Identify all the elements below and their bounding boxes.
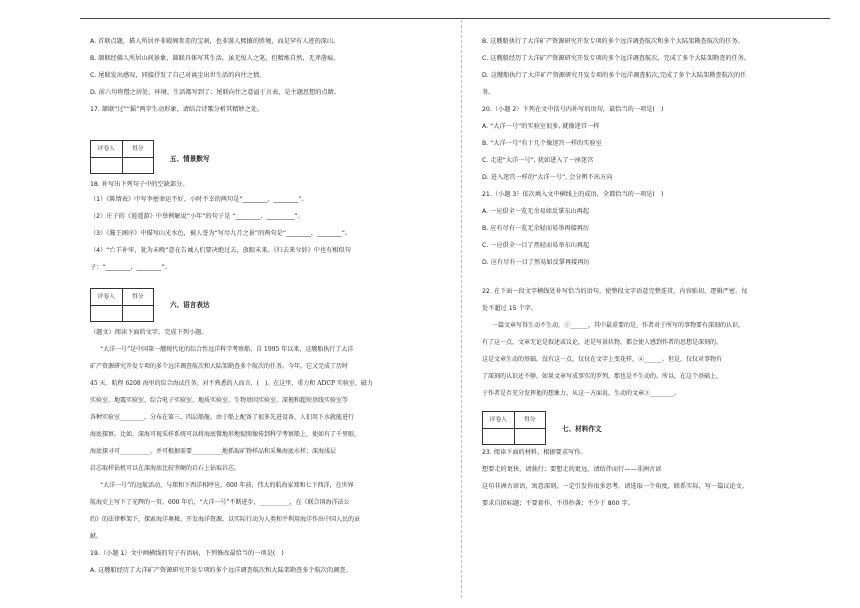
grader-label: 评卷人: [97, 294, 115, 300]
q21-option-d: D. 应有尽有一目了然易如反掌再接再厉: [482, 259, 590, 266]
q18-item-4: （4）“亡羊补牢，犹为未晚”意在告诫人们要决绝过去，放眼未来。《归去来兮辞》中也有相似句: [90, 247, 351, 254]
q16-option-a: A. 首联点题，描人所居并非殿阁参差的宝刹，也非游人熙攘的胜境，而是罕有人迹的深山。: [90, 38, 340, 45]
score-label: 得分: [122, 289, 154, 305]
q23-instructions: 这句非洲古谚语，寓意深刻，一定引发你很多思考。请选取一个角度，联系实际，写一篇议论文。: [482, 483, 749, 490]
q21-option-c: C. 一应俱全一目了然轻而易举东山再起: [482, 242, 590, 249]
q22-prompt-cont: 处不超过 15 个字。: [482, 305, 538, 312]
q18-item-3: （3）《滕王阁序》中描写山光水色，被人誉为“写尽九月之景”的两句是“________，________”。: [90, 230, 352, 237]
q18-item-2: （2）庄子的《逍遥游》中举例解说“小年”的句子是 “________，_________”。: [90, 213, 304, 220]
q20-option-b: B. “大洋一号”有十几个像迷宫一样的实验室: [482, 140, 602, 147]
q17-prompt: 17. 颔联“过”“摇”两字生动形象，请结合诗歌分析其精妙之处。: [90, 106, 264, 113]
passage-line: 各种实验室________，分布在第三、四层船舱。由于船上配备了很多先进设备，人们用下水就能进行: [90, 414, 355, 421]
q20-option-d: D. 进入迷宫一样的“大洋一号”, 会分辨不出方向: [482, 174, 613, 181]
passage-line: 岩芯取样钻机可以在深海底比较坚硬的岩石上钻取岩芯。: [90, 465, 241, 472]
q22-passage-line: 一篇文章写得生动不生动，①______，其中最重要的是，作者对于所写的事物要有深刻的认识。: [492, 322, 745, 329]
passage-line: “大洋一号”是中国第一艘现代化的综合性远洋科学考察船，自 1995 年以来，这艘船执行了大洋: [100, 346, 354, 353]
passage-line: 矿产资源研究开发专项的多个远洋调查航次和大陆架勘查多个航次的任务。今年，它又完成了历时: [90, 363, 349, 370]
q19-option-d: D. 这艘船执行了大洋矿产资源研究开发专项的多个远洋调查航次,完成了多个大陆架勘查航次的任: [482, 72, 747, 79]
section-heading-7: 七、材料作文: [562, 425, 602, 433]
q16-option-c: C. 尾联发出感叹，同接抒发了自己对离尘出世生活的向往之情。: [90, 72, 266, 79]
q18-item-4-cont: 子：“________，________”。: [90, 264, 171, 271]
q16-option-b: B. 颔联经佛人所居山间景象，圆联具体写其生活，虽无惊人之笔，但精炼自然，无斧凿痕。: [90, 55, 340, 62]
q20-option-a: A. “大洋一号”的实验室很多, 就像迷宫一样: [482, 123, 600, 130]
q20-prompt: 20.（小题 2）下列在文中括号内补写的语句，最恰当的一项是( ): [482, 106, 664, 113]
q19-prompt: 19.（小题 1）文中画横线的句子有语病，下列修改最恰当的一项是( ): [90, 550, 284, 557]
score-box: [482, 411, 546, 445]
q21-option-a: A. 一应俱全一览无余易如反掌东山再起: [482, 208, 590, 215]
q18-item-1: （1）《陈情表》中写李密命运不好、小时不幸的两句是“________，________”。: [90, 196, 308, 203]
section-heading-6: 六、语言表达: [170, 301, 210, 309]
q23-material: 想要走的更快，请独行；要想走的更远，请结伴而行——非洲古谚: [482, 466, 662, 473]
q19-option-b: B. 这艘船执行了大洋矿产资源研究开发专项的多个远洋调查航次和多个大陆架勘查航次的任务。: [482, 38, 744, 45]
q23-requirements: 要求自拟标题；不要套作，不得抄袭；不少于 800 字。: [482, 500, 634, 507]
passage-line: 航海史上写下了光辉的一页。600 年后，“大洋一号”不断进步，__________，在《联合国海洋法公: [90, 499, 350, 506]
grader-label: 评卷人: [97, 146, 115, 152]
q18-prompt: 18. 补写出下列句子中的空缺部分。: [90, 181, 189, 188]
q22-passage-line: 了深刻的认识还不够，如果文章写成事实的罗列，那也是不生动的。所以，在这个基础上，: [482, 373, 723, 380]
q23-prompt: 23. 阅读下面的材料，根据要求写作。: [482, 449, 587, 456]
grader-label: 评卷人: [489, 417, 507, 423]
passage-line: 约》的法律框架下，探索海洋奥秘，开发海洋资源，以实际行动为人类和平利用海洋作出中国人民的贡: [90, 516, 361, 523]
q19-option-d-cont: 务。: [482, 89, 495, 96]
q21-option-b: B. 应有尽有一览无余轻而易举再接再厉: [482, 225, 590, 232]
q22-passage-line: 有了这一点，文章无论是叙述或议论，还是写景状物，都会使人感到作者的思想是深刻的。: [482, 339, 723, 346]
score-label: 得分: [514, 412, 546, 428]
header-rule: [80, 18, 830, 19]
passage-line: 海底探寻可__________，并可根据需要__________地抓取矿物样品和采集海底水样；深海浅层: [90, 448, 337, 455]
q19-option-a: A. 这艘船经历了大洋矿产资源研究开发专项的多个远洋调查航次和大陆架勘查多个航次的调查。: [90, 567, 352, 574]
passage-line: “大洋一号”的远航活动，与郑和下西洋相呼应。600 年前，伟大的航海家郑和七下西洋，在世界: [100, 482, 354, 489]
score-label: 得分: [122, 141, 154, 157]
section-heading-5: 五、情景默写: [170, 155, 210, 163]
q20-option-c: C. 走进“大洋一号”, 犹如进入了一座迷宫: [482, 157, 594, 164]
score-box: [90, 140, 154, 174]
passage-intro: （题文）阅读下面的文字，完成下列小题。: [90, 329, 208, 336]
q16-option-d: D. 前六句将僧之居处、环境、生活都写到了；尾联向往之意溢于言表，是主题思想的点睛。: [90, 89, 341, 96]
passage-line: 献。: [90, 533, 103, 540]
passage-line: 45 天、航程 6208 海里的综合海试任务。对不熟悉的人而言，( )。在这里，重力和 ADCP 实验室、磁力: [90, 380, 373, 387]
q22-passage-line: 这是文章生动的基础。没有这一点，仅仅在文字上变花样，②______。但是，仅仅对事物有: [482, 356, 723, 363]
q21-prompt: 21.（小题 3）依次填入文中横线上的成语，全都恰当的一项是( ): [482, 191, 664, 198]
passage-line: 海底探察。比如，深海可视采样系统可以将海底微地形地貌图像传到科学考察船上，使如有了千里眼、: [90, 431, 361, 438]
q22-prompt: 22. 在下面一段文字横线处补写恰当的语句，使整段文字语意完整连贯，内容贴切，逻辑严密。每: [482, 288, 748, 295]
q22-passage-line: 于作者是否充分发挥他的想象力。从这一方面说，生动的文章③________。: [482, 390, 681, 397]
q19-option-c: C. 这艘船经历了大洋矿产资源研究开发专项的多个远洋调查航次，完成了多个大陆架勘查的任务。: [482, 55, 751, 62]
column-divider: [461, 20, 462, 598]
score-box: [90, 288, 154, 322]
passage-line: 实验室、地震实验室、综合电子实验室、地质实验室、生物基因实验室、深拖和超短基线实验室等: [90, 397, 349, 404]
